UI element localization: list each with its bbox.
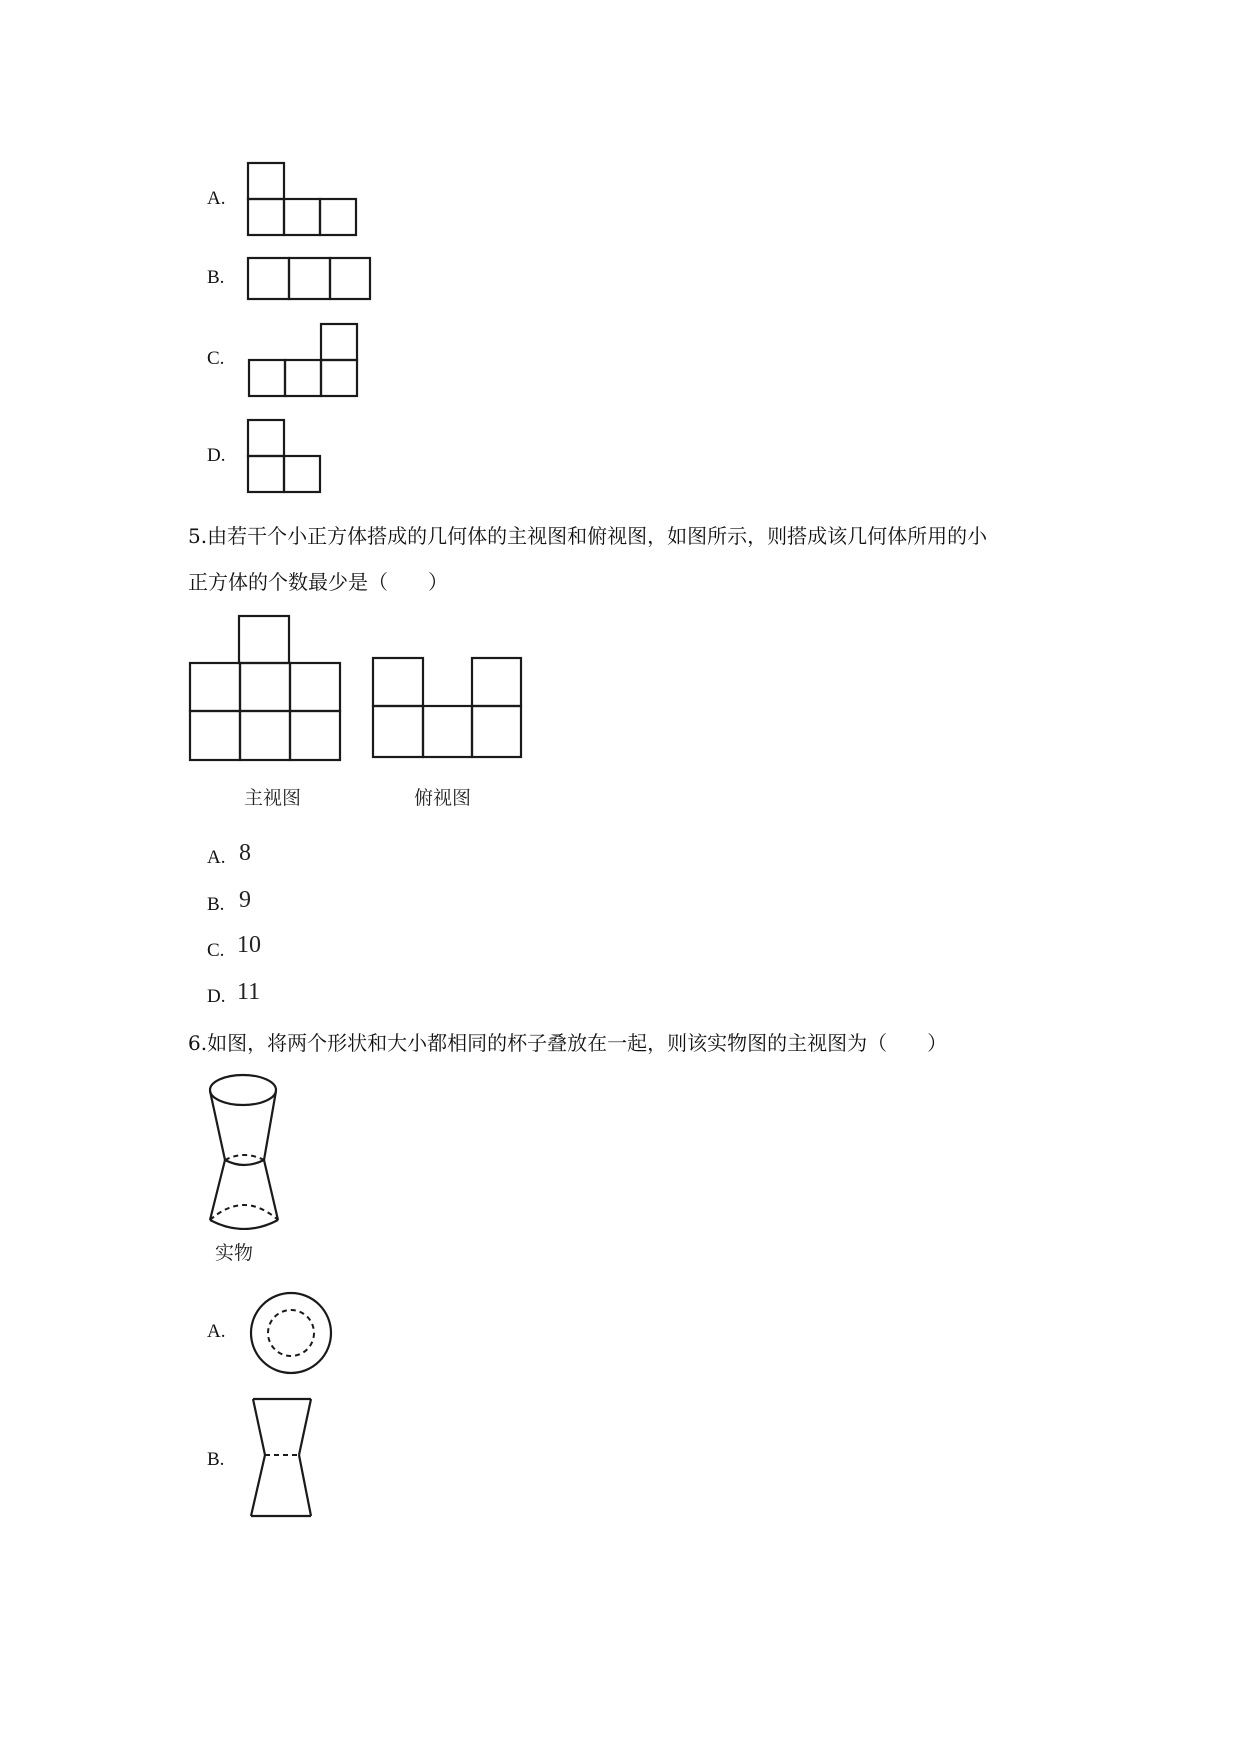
q6-question-line-1: 6.如图，将两个形状和大小都相同的杯子叠放在一起，则该实物图的主视图为（ ） bbox=[188, 1031, 948, 1055]
q5-option-d-label: D. bbox=[207, 986, 226, 1007]
q4-option-b-figure bbox=[245, 255, 373, 302]
q6-option-a-figure bbox=[248, 1290, 334, 1376]
q4-option-d-figure bbox=[245, 417, 325, 494]
q4-option-a-label: A. bbox=[207, 188, 226, 209]
q5-option-d-value: 11 bbox=[237, 979, 261, 1005]
q4-option-c-label: C. bbox=[207, 348, 225, 369]
q6-option-b-figure bbox=[245, 1395, 317, 1521]
q4-option-c-figure bbox=[246, 321, 360, 398]
q5-option-a-label: A. bbox=[207, 847, 226, 868]
q6-option-b-label: B. bbox=[207, 1449, 225, 1470]
q5-question-line-2: 正方体的个数最少是（ ） bbox=[188, 570, 448, 594]
q5-option-b-label: B. bbox=[207, 894, 225, 915]
q4-option-d-label: D. bbox=[207, 445, 226, 466]
q5-option-b-value: 9 bbox=[239, 887, 251, 913]
q5-front-view-figure bbox=[188, 613, 343, 763]
q5-top-view-figure bbox=[370, 655, 525, 761]
q5-option-c-value: 10 bbox=[237, 932, 261, 958]
q5-question-line-1: 5.由若干个小正方体搭成的几何体的主视图和俯视图，如图所示，则搭成该几何体所用的小 bbox=[188, 524, 988, 548]
q4-option-a-figure bbox=[245, 160, 360, 237]
q5-front-view-caption: 主视图 bbox=[244, 787, 302, 809]
q6-option-a-label: A. bbox=[207, 1321, 226, 1342]
q4-option-b-label: B. bbox=[207, 267, 225, 288]
q6-object-caption: 实物 bbox=[215, 1242, 254, 1264]
q5-top-view-caption: 俯视图 bbox=[414, 787, 472, 809]
q5-option-c-label: C. bbox=[207, 940, 225, 961]
q6-object-figure bbox=[200, 1070, 290, 1230]
q5-option-a-value: 8 bbox=[239, 840, 251, 866]
